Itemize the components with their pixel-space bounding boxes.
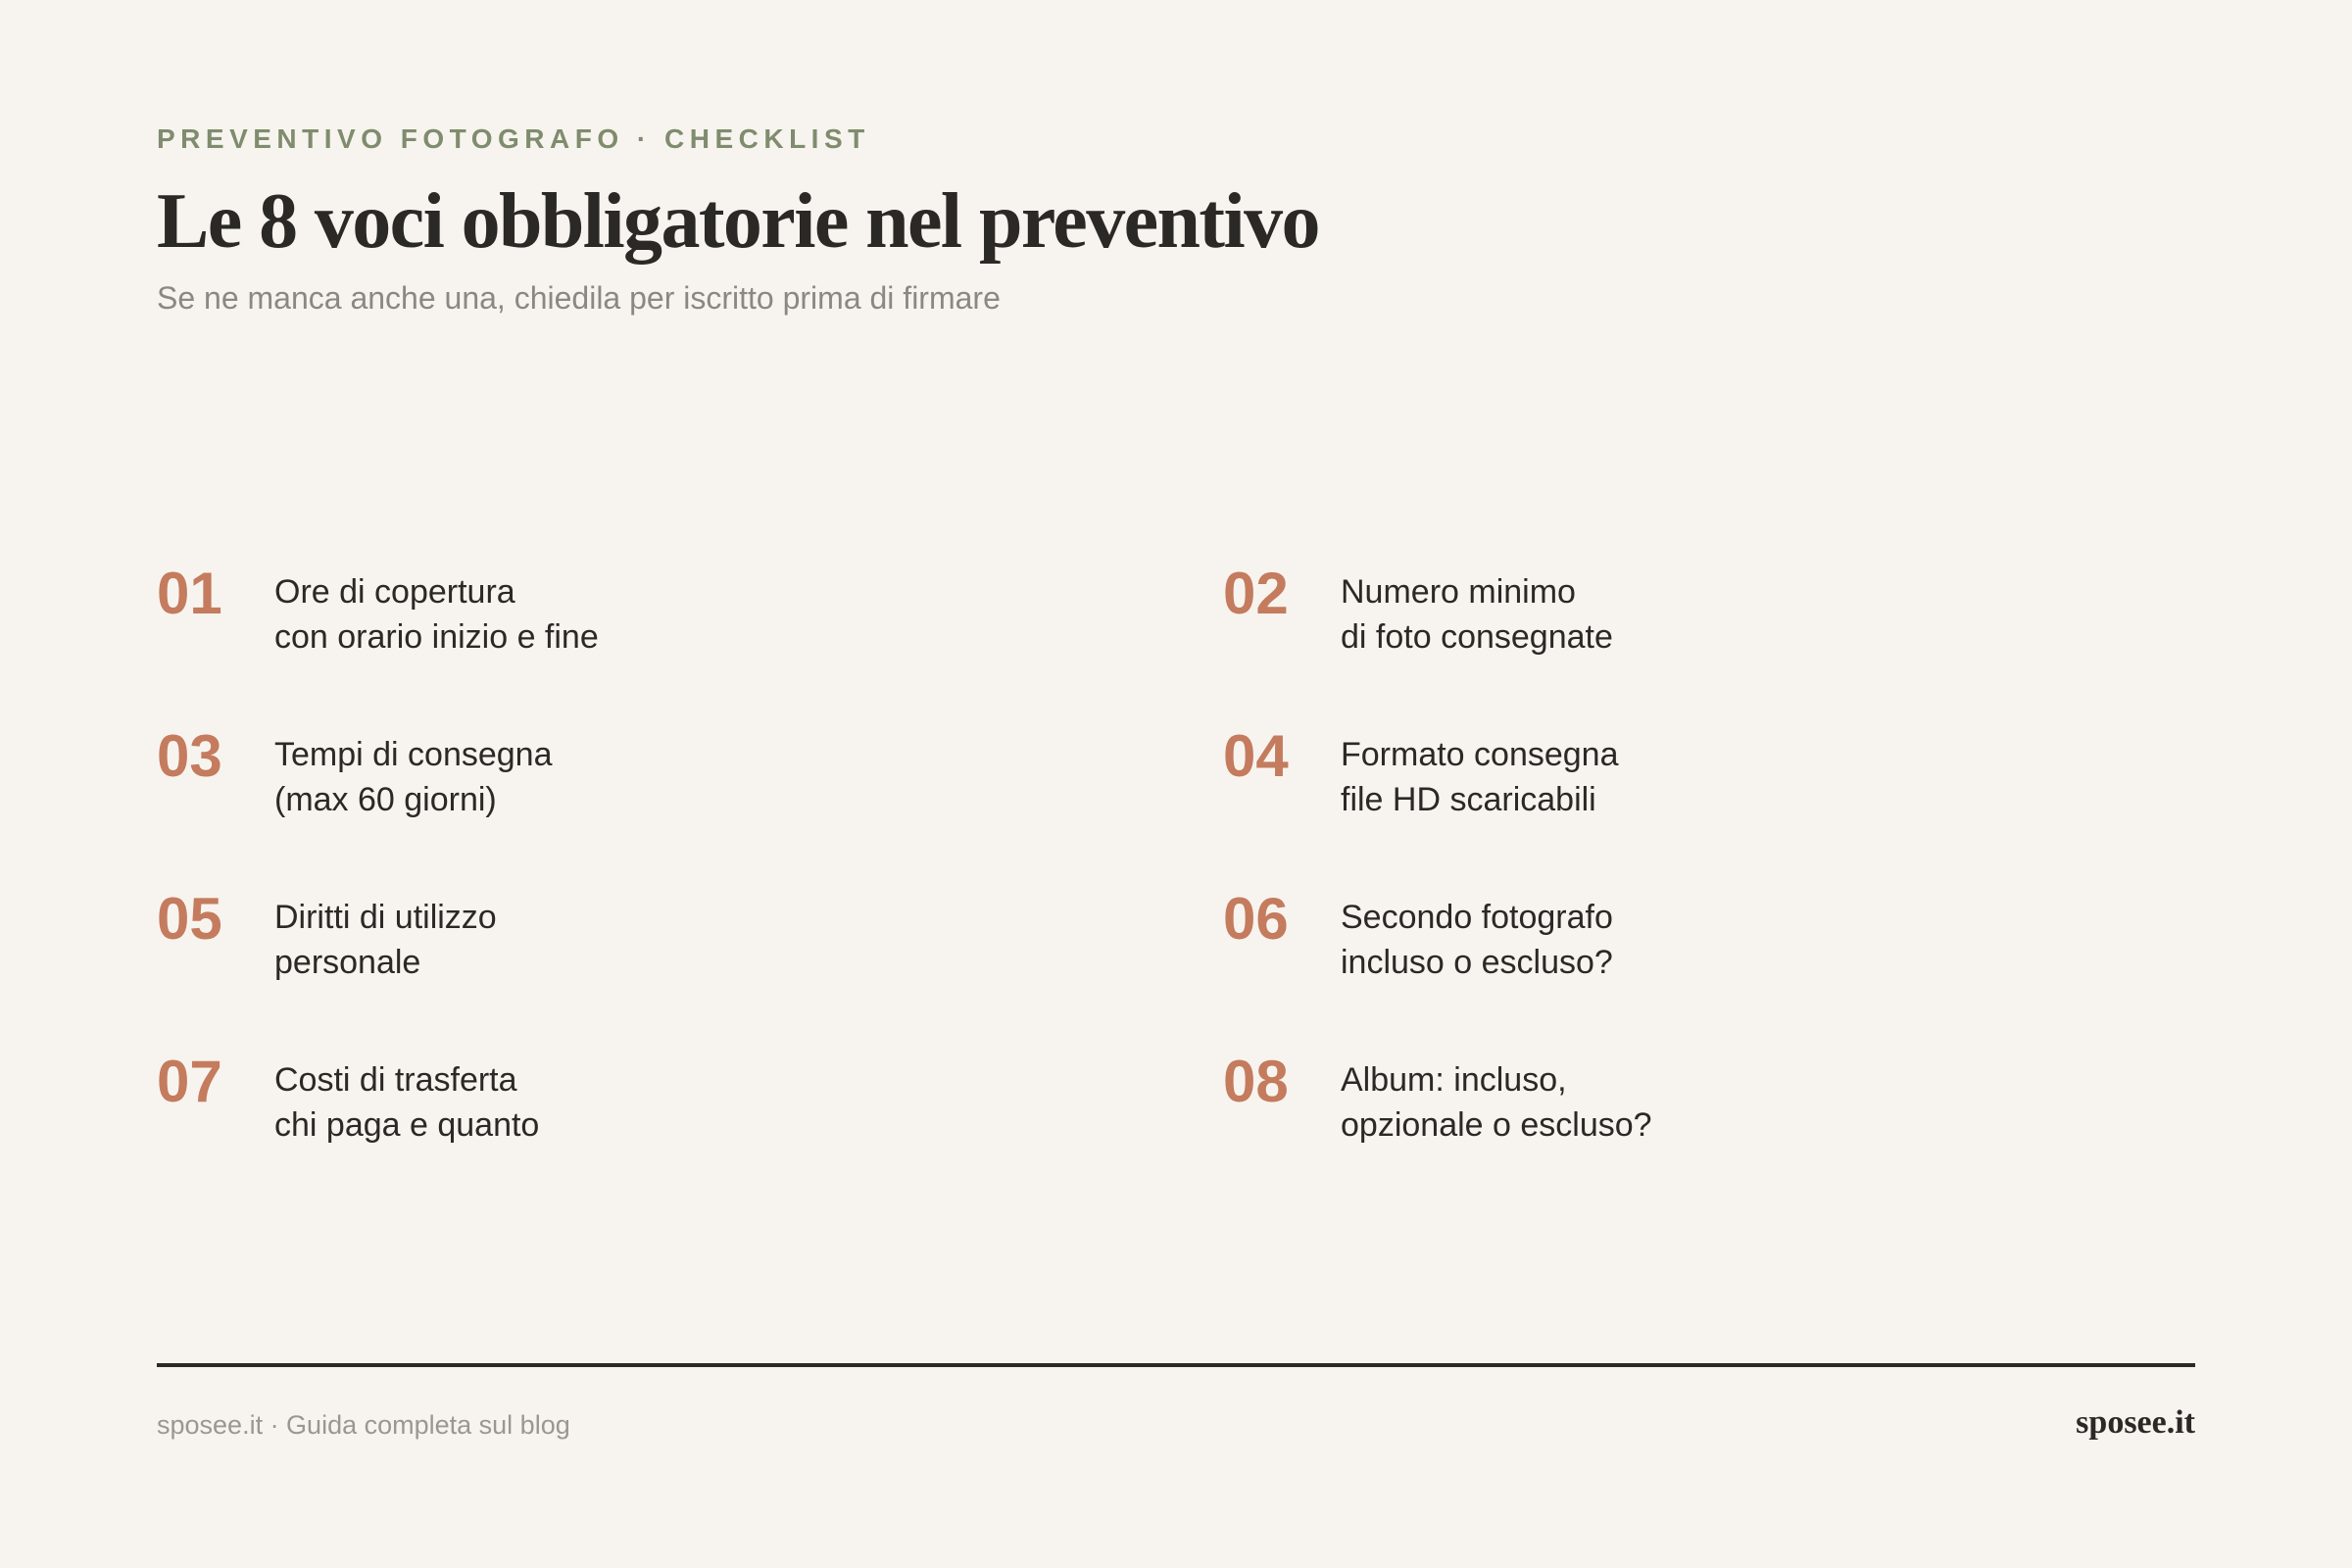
item-number: 03	[157, 723, 222, 789]
item-line-1: Formato consegna	[1341, 736, 1619, 773]
item-text	[274, 1051, 539, 1148]
item-text	[274, 563, 599, 660]
item-line-1: Numero minimo	[1341, 573, 1576, 611]
item-number: 01	[157, 561, 222, 626]
checklist-grid	[157, 563, 2195, 1213]
item-line-1: Secondo fotografo	[1341, 899, 1613, 936]
item-text	[1341, 725, 1619, 822]
item-text	[1341, 888, 1613, 985]
item-number: 04	[1223, 723, 1289, 789]
item-line-2: (max 60 giorni)	[274, 781, 497, 818]
footer-caption: sposee.it · Guida completa sul blog	[157, 1410, 570, 1440]
page-subtitle: Se ne manca anche una, chiedila per iscritto prima di firmare	[157, 280, 1001, 316]
footer-brand-logo: sposee.it	[2076, 1404, 2195, 1441]
item-line-2: chi paga e quanto	[274, 1106, 540, 1144]
item-text	[1341, 563, 1613, 660]
item-number: 05	[157, 886, 222, 952]
item-number: 02	[1223, 561, 1289, 626]
item-text	[274, 888, 497, 985]
eyebrow-label: PREVENTIVO FOTOGRAFO · CHECKLIST	[157, 123, 870, 154]
item-number: 06	[1223, 886, 1289, 952]
item-line-2: personale	[274, 944, 421, 981]
item-line-1: Diritti di utilizzo	[274, 899, 497, 936]
checklist-item	[157, 725, 1223, 888]
item-line-1: Album: incluso,	[1341, 1061, 1567, 1099]
checklist-item	[1223, 725, 2195, 888]
checklist-item	[1223, 563, 2195, 725]
footer-divider	[157, 1363, 2195, 1367]
item-line-1: Ore di copertura	[274, 573, 515, 611]
checklist-item	[157, 888, 1223, 1051]
item-line-2: file HD scaricabili	[1341, 781, 1596, 818]
page-title: Le 8 voci obbligatorie nel preventivo	[157, 178, 1319, 265]
item-text	[274, 725, 553, 822]
item-line-1: Tempi di consegna	[274, 736, 553, 773]
item-line-2: opzionale o escluso?	[1341, 1106, 1652, 1144]
item-line-2: con orario inizio e fine	[274, 618, 599, 656]
item-text	[1341, 1051, 1652, 1148]
item-number: 08	[1223, 1049, 1289, 1114]
checklist-item	[1223, 1051, 2195, 1213]
item-line-2: incluso o escluso?	[1341, 944, 1613, 981]
checklist-item	[1223, 888, 2195, 1051]
item-number: 07	[157, 1049, 222, 1114]
item-line-2: di foto consegnate	[1341, 618, 1613, 656]
item-line-1: Costi di trasferta	[274, 1061, 517, 1099]
checklist-item	[157, 563, 1223, 725]
checklist-item	[157, 1051, 1223, 1213]
